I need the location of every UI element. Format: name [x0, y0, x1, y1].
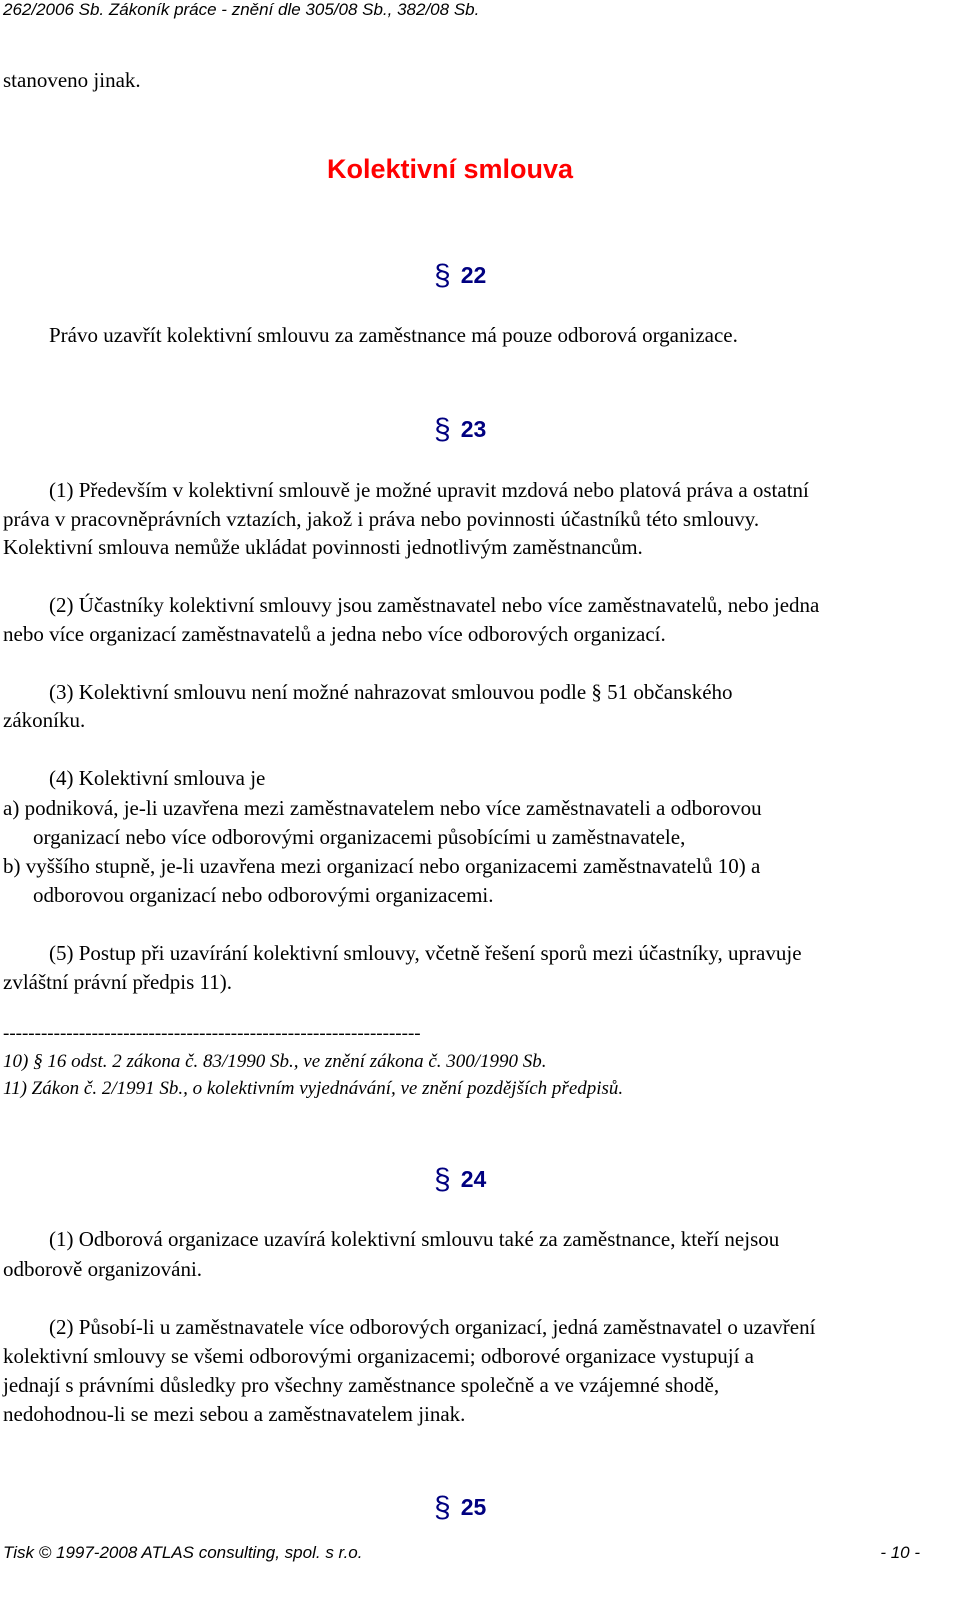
section-24-heading: [434, 1163, 486, 1197]
section-number: 23: [460, 416, 487, 442]
s24-p1-line1: (1) Odborová organizace uzavírá kolektivní smlouvu také za zaměstnance, kteří nejsou: [49, 1227, 780, 1251]
s24-p2-line2: kolektivní smlouvy se všemi odborovými organizacemi; odborové organizace vystupují a: [3, 1344, 754, 1368]
footnote-10: 10) § 16 odst. 2 zákona č. 83/1990 Sb., ve znění zákona č. 300/1990 Sb.: [3, 1051, 547, 1072]
footer-copyright: Tisk © 1997-2008 ATLAS consulting, spol. s r.o.: [3, 1543, 363, 1562]
s23-p2-line1: (2) Účastníky kolektivní smlouvy jsou zaměstnavatel nebo více zaměstnavatelů, nebo jedna: [49, 593, 820, 617]
s23-p3-line1: (3) Kolektivní smlouvu není možné nahrazovat smlouvou podle § 51 občanského: [49, 680, 733, 704]
s23-p1-line3: Kolektivní smlouva nemůže ukládat povinnosti jednotlivým zaměstnancům.: [3, 535, 643, 559]
section-23-heading: [434, 413, 486, 447]
s23-p3-line2: zákoníku.: [3, 708, 86, 732]
footnote-separator: ------------------------------------------------------------------: [3, 1023, 421, 1044]
section-number: 22: [460, 262, 487, 288]
s23-p4-line4: b) vyššího stupně, je-li uzavřena mezi organizací nebo organizacemi zaměstnavatelů 10) a: [3, 854, 761, 878]
page-number: - 10 -: [880, 1543, 920, 1562]
s23-p1-line1: (1) Především v kolektivní smlouvě je možné upravit mzdová nebo platová práva a ostatní: [49, 478, 809, 502]
s24-p2-line4: nedohodnou-li se mezi sebou a zaměstnavatelem jinak.: [3, 1402, 466, 1426]
footnote-11: 11) Zákon č. 2/1991 Sb., o kolektivním vyjednávání, ve znění pozdějších předpisů.: [3, 1078, 624, 1099]
s23-p4-line1: (4) Kolektivní smlouva je: [49, 766, 266, 790]
section-symbol: §: [434, 413, 451, 446]
s23-p2-line2: nebo více organizací zaměstnavatelů a jedna nebo více odborových organizací.: [3, 622, 666, 646]
s23-p5-line1: (5) Postup při uzavírání kolektivní smlouvy, včetně řešení sporů mezi účastníky, upravuje: [49, 941, 802, 965]
s24-p1-line2: odborově organizováni.: [3, 1257, 203, 1281]
section-symbol: §: [434, 259, 451, 292]
document-header: 262/2006 Sb. Zákoník práce - znění dle 305/08 Sb., 382/08 Sb.: [3, 0, 480, 19]
document-footer: [3, 1543, 920, 1563]
s24-p2-line3: jednají s právními důsledky pro všechny zaměstnance společně a ve vzájemné shodě,: [3, 1373, 720, 1397]
section-symbol: §: [434, 1491, 451, 1524]
section-number: 25: [460, 1494, 487, 1520]
s23-p4-line3: organizací nebo více odborovými organizacemi působícími u zaměstnavatele,: [33, 825, 686, 849]
s23-p4-line2: a) podniková, je-li uzavřena mezi zaměstnavatelem nebo více zaměstnavateli a odborovou: [3, 796, 762, 820]
section-22-text: Právo uzavřít kolektivní smlouvu za zaměstnance má pouze odborová organizace.: [49, 323, 738, 347]
section-25-heading: [434, 1491, 486, 1525]
section-symbol: §: [434, 1163, 451, 1196]
chapter-heading: Kolektivní smlouva: [327, 154, 574, 184]
s23-p1-line2: práva v pracovněprávních vztazích, jakož i práva nebo povinnosti účastníků této smlouvy.: [3, 507, 760, 531]
s24-p2-line1: (2) Působí-li u zaměstnavatele více odborových organizací, jedná zaměstnavatel o uzavření: [49, 1315, 816, 1339]
s23-p4-line5: odborovou organizací nebo odborovými organizacemi.: [33, 883, 494, 907]
lead-line: stanoveno jinak.: [3, 68, 141, 92]
section-22-heading: [434, 259, 486, 293]
section-number: 24: [460, 1166, 487, 1192]
s23-p5-line2: zvláštní právní předpis 11).: [3, 970, 233, 994]
